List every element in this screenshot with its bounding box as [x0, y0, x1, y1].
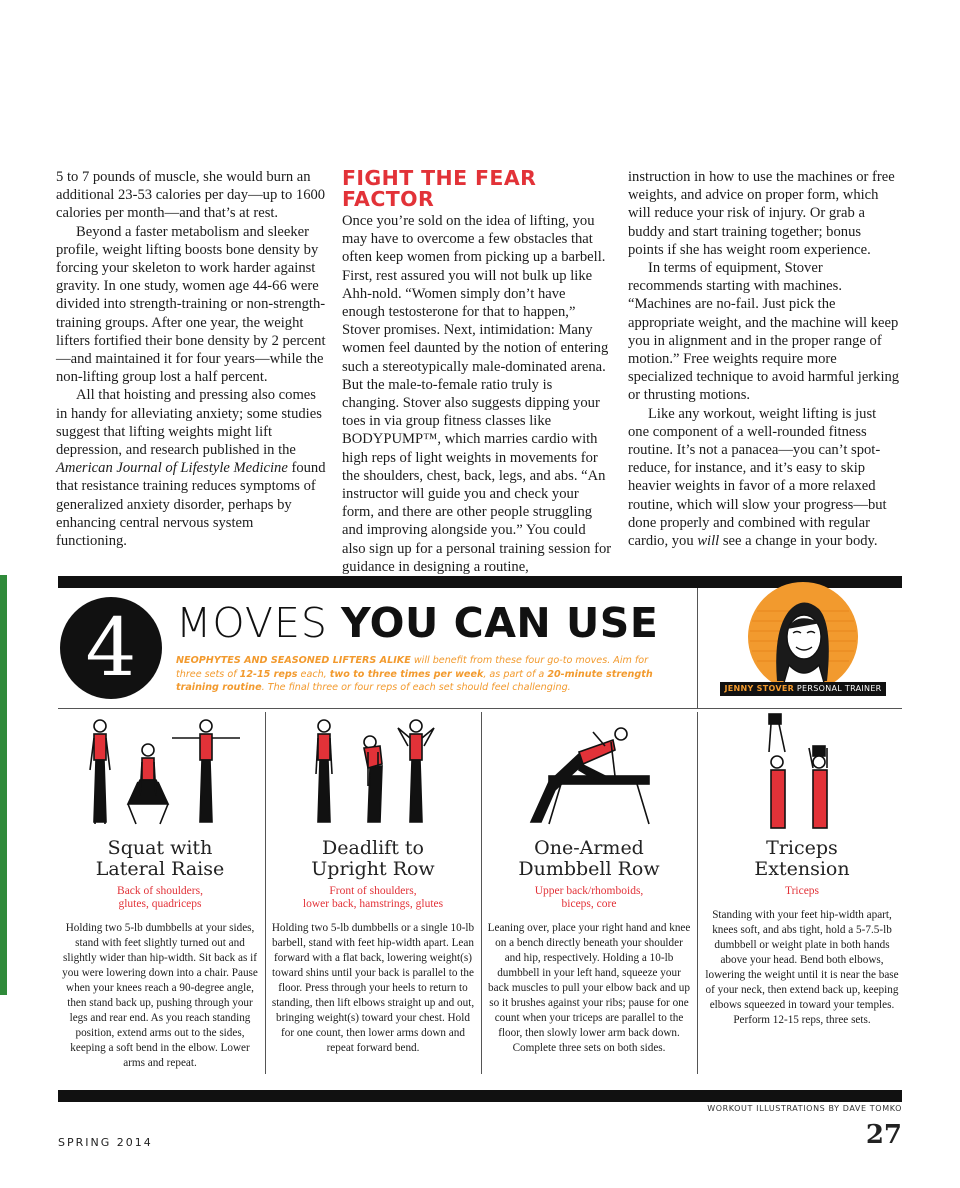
muscle-groups — [702, 885, 902, 898]
move-card-triceps — [702, 712, 902, 1028]
move-title — [60, 838, 260, 880]
trainer-caption — [720, 682, 886, 696]
illustration-credit: WORKOUT ILLUSTRATIONS BY DAVE TOMKO — [707, 1104, 902, 1113]
move-description: Leaning over, place your right hand and knee on a bench directly beneath your shoulder and hip, respectively. Holding a 10-lb dumbbell in your left hand, squeeze your back muscles to pull your elbow back and up so it brushes against your ribs; pause for one count when your triceps are parallel to the floor, then slowly lower arm back down. Complete three sets on both sides. — [487, 922, 691, 1054]
paragraph: Once you’re sold on the idea of lifting, you may have to overcome a few obstacles that often keep women from picking up a barbell. First, rest assured you will not bulk up like Ahh-nold. “Women simply don’t have enough testosterone for that to happen,” Stover promises. Next, intimidation: Many women feel daunted by the notion of entering such a stereotypically male-dominated arena. But the male-to-female ratio truly is changing. Stover also suggests dipping your toes in via group fitness classes like BODYPUMP™, which marries cardio with high reps of light weights in movements for the shoulders, chest, back, legs, and abs. “An instructor will guide you and check your form, and there are other people struggling and improving alongside you.” You could also sign up for a personal training session for guidance in designing a routine, — [342, 213, 612, 575]
article-column-3 — [628, 168, 900, 550]
text: found that resistance training reduces symptoms of generalized anxiety disorder, perhaps by enhancing central nervous system functioning. — [56, 460, 326, 550]
page-number: 27 — [865, 1120, 902, 1150]
move-description: Holding two 5-lb dumbbells or a single 10-lb barbell, stand with feet hip-width apart. Lean forward with a flat back, lowering weight(s) toward shins until your back is parallel to the floor. Press through your heels to return to standing, then lift elbows straight up and out, bringing weight(s) toward your chest. Hold for one count, then lower arms down and repeat forward bend. — [271, 922, 475, 1054]
intro-bold: 12-15 reps — [239, 668, 298, 680]
paragraph — [628, 405, 900, 551]
text: see a change in your body. — [719, 533, 878, 550]
move-title — [270, 838, 476, 880]
move-divider — [697, 712, 698, 1074]
row-figure-icon — [509, 712, 669, 838]
muscles-line: Front of shoulders, — [329, 885, 417, 897]
title-line: Triceps — [766, 837, 838, 859]
intro-text: . The final three or four reps of each set should feel challenging. — [261, 682, 571, 693]
triceps-figure-icon — [747, 712, 857, 838]
title-bold: YOU CAN USE — [340, 599, 659, 647]
move-card-row — [486, 712, 692, 1056]
sidebar-bottom-rule — [58, 1090, 902, 1102]
move-description: Standing with your feet hip-width apart, knees soft, and abs tight, hold a 5-7.5-lb dumbbell or weight plate in both hands above your head. Bend both elbows, lowering the weight until it is near the base of your neck, then extend back up, keeping elbows squeezed in toward your temples. Perform 12-15 reps, three sets. — [705, 909, 899, 1026]
text: All that hoisting and pressing also comes in handy for alleviating anxiety; some studies suggest that lifting weights might lift depression, and research published in the — [56, 387, 322, 459]
title-line: Dumbbell Row — [518, 858, 660, 880]
muscle-groups — [270, 885, 476, 911]
move-title — [486, 838, 692, 880]
journal-title: American Journal of Lifestyle Medicine — [56, 460, 288, 477]
intro-bold: two to three times per week — [329, 668, 484, 680]
text: Like any workout, weight lifting is just one component of a well-rounded fitness routine. It’s not a panacea—you can’t spot-reduce, for instance, and it’s easy to skip heavier weights in favor of a more relaxed routine, which will slow your progress—but done properly and combined with regular cardio, you — [628, 405, 887, 550]
sidebar-divider-vertical — [697, 588, 698, 708]
muscles-line: Triceps — [784, 885, 820, 897]
sidebar-intro — [176, 654, 676, 695]
emphasis: will — [697, 533, 720, 550]
muscle-groups — [60, 885, 260, 911]
title-line: Lateral Raise — [95, 858, 225, 880]
move-divider — [481, 712, 482, 1074]
muscle-groups — [486, 885, 692, 911]
sidebar-title — [176, 600, 658, 646]
intro-text: each, — [297, 668, 330, 680]
muscles-line: lower back, hamstrings, glutes — [302, 898, 444, 910]
intro-text: , as part of a — [483, 668, 548, 680]
trainer-portrait-icon — [747, 581, 859, 693]
article-column-2 — [342, 168, 612, 576]
issue-label: SPRING 2014 — [58, 1136, 153, 1149]
article-column-1 — [56, 168, 326, 550]
trainer-role: PERSONAL TRAINER — [794, 684, 882, 693]
title-line: Extension — [754, 858, 850, 880]
paragraph: In terms of equipment, Stover recommends starting with machines. “Machines are no-fail. Just pick the appropriate weight, and the machine will keep you in alignment and in the proper range of motion.” Free weights require more specialized technique to avoid harmful jerking or thrusting motions. — [628, 260, 900, 404]
page-edge-strip — [0, 575, 7, 995]
number-badge: 4 — [60, 597, 162, 699]
paragraph: instruction in how to use the machines or free weights, and advice on proper form, which will reduce your risk of injury. Or grab a buddy and start training together; bonus points if she has weight room experience. — [628, 169, 895, 258]
deadlift-figure-icon — [298, 712, 448, 838]
section-heading: FIGHT THE FEAR FACTOR — [342, 166, 537, 211]
title-line: Squat with — [107, 837, 213, 859]
muscles-line: glutes, quadriceps — [118, 898, 202, 910]
trainer-name: JENNY STOVER — [724, 684, 795, 693]
move-card-deadlift — [270, 712, 476, 1056]
paragraph: 5 to 7 pounds of muscle, she would burn an additional 23-53 calories per day—up to 1600 calories per month—and that’s at rest. — [56, 169, 326, 222]
title-line: Upright Row — [311, 858, 435, 880]
move-description: Holding two 5-lb dumbbells at your sides, stand with feet slightly turned out and slightly wider than hip-width. Sit back as if you were lowering down into a chair. Pause when your knees reach a 90-degree angle, then stand back up, pushing through your legs and rear end. As you reach standing position, extend arms out to the sides, keeping a soft bend in the elbow. Lower arms and repeat. — [62, 922, 258, 1069]
intro-text: will benefit from these four go-to moves. Aim for three sets of — [176, 655, 649, 680]
intro-lead: NEOPHYTES AND SEASONED LIFTERS ALIKE — [176, 655, 411, 666]
muscles-line: Upper back/rhomboids, — [534, 885, 644, 897]
paragraph — [56, 386, 326, 550]
move-divider — [265, 712, 266, 1074]
paragraph: Beyond a faster metabolism and sleeker profile, weight lifting boosts bone density by forcing your skeleton to work harder against gravity. In one study, women age 44-66 were divided into strength-training or non-strength-training groups. After one year, the weight lifters fortified their bone density by 2 percent—and maintained it for four years—while the non-lifting group lost a half percent. — [56, 223, 326, 386]
move-title — [702, 838, 902, 880]
move-card-squat — [60, 712, 260, 1071]
title-line: Deadlift to — [322, 837, 424, 859]
intro-bold: 20-minute strength training routine — [176, 668, 653, 693]
squat-figure-icon — [70, 712, 250, 838]
title-thin: MOVES — [176, 599, 328, 647]
muscles-line: biceps, core — [561, 898, 617, 910]
sidebar-divider-horizontal — [58, 708, 902, 709]
title-line: One-Armed — [534, 837, 644, 859]
muscles-line: Back of shoulders, — [117, 885, 203, 897]
